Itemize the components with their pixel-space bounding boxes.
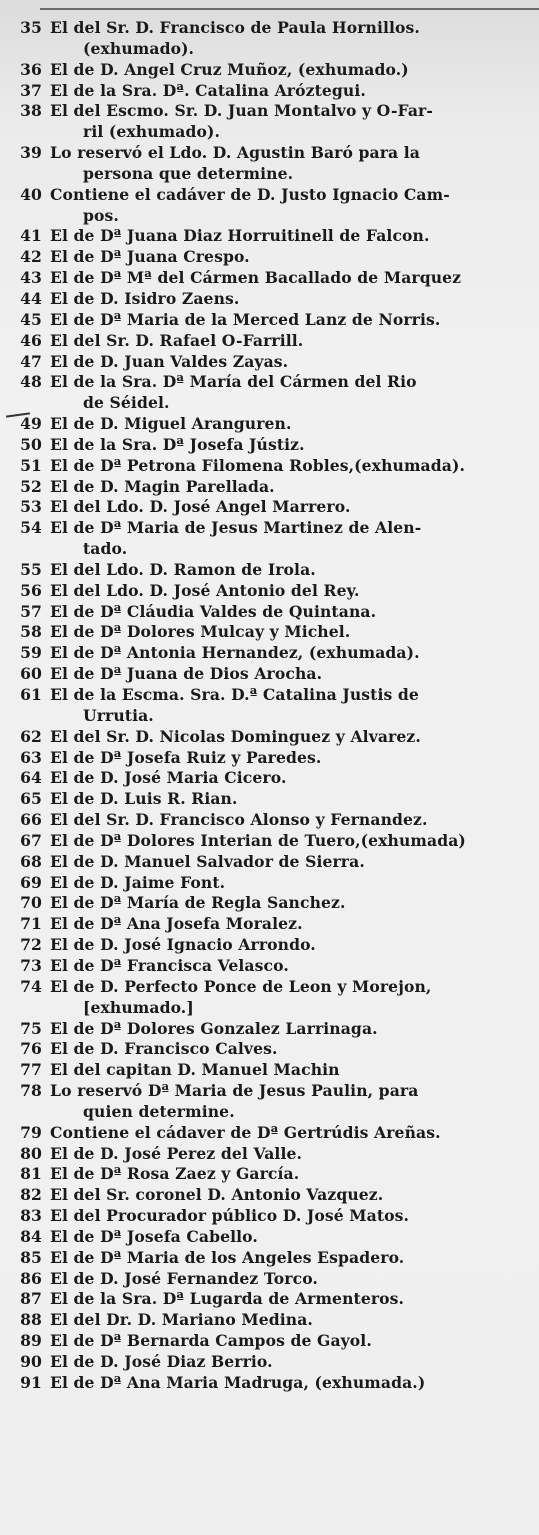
- entry-text: El de Dª Cláudia Valdes de Quintana.: [50, 601, 377, 621]
- entry-text-continuation: ril (exhumado).: [83, 122, 220, 142]
- entry-row: [20, 518, 533, 560]
- entry-number: 75: [20, 1018, 42, 1038]
- entry-number: 36: [20, 59, 42, 79]
- entry-number: 83: [20, 1206, 42, 1226]
- entry-number: 68: [20, 851, 42, 871]
- entry-number: 90: [20, 1352, 42, 1371]
- entry-row: [20, 497, 533, 518]
- entry-text-continuation: pos.: [83, 205, 119, 225]
- entry-row: [20, 935, 533, 956]
- entry-row: [20, 1018, 533, 1040]
- entry-text: El del Procurador público D. José Matos.: [50, 1206, 410, 1226]
- entry-number: 81: [20, 1164, 42, 1184]
- entry-number: 57: [20, 601, 42, 621]
- entry-number: 40: [20, 184, 42, 204]
- entry-text-continuation: (exhumado).: [83, 38, 195, 58]
- entry-text: Contiene el cádaver de Dª Gertrúdis Areñas.: [50, 1122, 441, 1142]
- entry-row: [20, 1226, 533, 1248]
- entry-number: 61: [20, 685, 42, 704]
- entry-row: [20, 893, 533, 914]
- entry-text: El de Dª Antonia Hernandez, (exhumada).: [50, 643, 420, 663]
- entry-number: 42: [20, 247, 42, 267]
- entry-row: [20, 476, 533, 498]
- entry-text: El del Ldo. D. Ramon de Irola.: [50, 559, 316, 579]
- entry-row: [20, 247, 533, 268]
- entry-row: [20, 1185, 533, 1206]
- entry-text: El de D. Luis R. Rian.: [50, 789, 238, 809]
- entry-row: [20, 1331, 533, 1352]
- entry-text: El de Dª Bernarda Campos de Gayol.: [50, 1331, 372, 1351]
- entry-number: 91: [20, 1372, 42, 1392]
- entry-number: 56: [20, 580, 42, 600]
- entry-number: 76: [20, 1039, 42, 1059]
- entry-text: El de Dª Rosa Zaez y García.: [50, 1164, 300, 1184]
- entry-row: [20, 330, 533, 352]
- entry-row: [20, 768, 533, 789]
- entry-number: 64: [20, 768, 42, 788]
- entry-number: 62: [20, 726, 42, 746]
- entry-text: El del Dr. D. Mariano Medina.: [50, 1310, 313, 1330]
- entry-row: [20, 851, 533, 873]
- entry-row: [20, 1310, 533, 1331]
- entry-row: [20, 1247, 533, 1269]
- entry-row: [20, 789, 533, 810]
- entry-text: El de D. Jaime Font.: [50, 872, 226, 892]
- entry-text: El de Dª Maria de Jesus Martinez de Alen-: [50, 518, 422, 538]
- entry-number: 48: [20, 372, 42, 392]
- entry-text: El de Dª Ana Maria Madruga, (exhumada.): [50, 1372, 426, 1392]
- entry-text-continuation: Urrutia.: [83, 705, 154, 725]
- entry-row: [20, 226, 533, 247]
- entry-number: 51: [20, 455, 42, 475]
- entry-row: [20, 976, 533, 1019]
- entry-text: El de Dª Maria de los Angeles Espadero.: [50, 1247, 405, 1267]
- entry-text: El de Dª Ana Josefa Moralez.: [50, 914, 303, 934]
- entry-number: 67: [20, 830, 42, 850]
- entry-row: [20, 685, 533, 727]
- entry-text: El de la Sra. Dª. Catalina Aróztegui.: [50, 80, 366, 100]
- entry-row: [20, 1289, 533, 1310]
- entry-row: [20, 1143, 533, 1165]
- entry-number: 38: [20, 101, 42, 121]
- entry-text: El de D. José Maria Cicero.: [50, 768, 287, 788]
- entry-text: El de D. Angel Cruz Muñoz, (exhumado.): [50, 59, 409, 79]
- entry-text: Lo reservó Dª Maria de Jesus Paulin, para: [50, 1081, 419, 1101]
- entry-number: 80: [20, 1143, 42, 1163]
- entry-row: [20, 914, 533, 935]
- entry-text: El del Sr. D. Rafael O-Farrill.: [50, 330, 304, 350]
- entry-text: El de la Sra. Dª Josefa Jústiz.: [50, 434, 305, 454]
- top-rule: [40, 8, 539, 10]
- entry-text: El de Dª Juana Diaz Horruitinell de Falcon.: [50, 226, 430, 246]
- entry-number: 82: [20, 1185, 42, 1205]
- entry-number: 66: [20, 810, 42, 830]
- entry-text: El de D. José Diaz Berrio.: [50, 1352, 273, 1371]
- entry-text: El de Dª Francisca Velasco.: [50, 955, 289, 975]
- entry-row: [20, 1268, 533, 1290]
- entry-row: [20, 414, 533, 435]
- entry-number: 89: [20, 1331, 42, 1351]
- entry-text: El de Dª María de Regla Sanchez.: [50, 893, 346, 913]
- entry-number: 45: [20, 309, 42, 329]
- entry-text: El de D. Juan Valdes Zayas.: [50, 351, 289, 371]
- entry-row: [20, 434, 533, 456]
- entry-number: 39: [20, 143, 42, 163]
- entry-text: El de Dª Josefa Ruiz y Paredes.: [50, 747, 322, 767]
- entry-text: Lo reservó el Ldo. D. Agustin Baró para la: [50, 143, 421, 163]
- entry-row: [20, 830, 533, 852]
- entry-number: 85: [20, 1247, 42, 1267]
- entry-row: [20, 372, 533, 414]
- entry-row: [20, 1122, 533, 1144]
- entry-row: [20, 601, 533, 623]
- entry-text: El de D. José Perez del Valle.: [50, 1143, 303, 1163]
- entry-row: [20, 18, 533, 60]
- entry-text: El del Escmo. Sr. D. Juan Montalvo y O-Far-: [50, 101, 433, 121]
- entry-list: [20, 18, 533, 1394]
- entry-number: 59: [20, 643, 42, 663]
- entry-text: El de Dª Juana Crespo.: [50, 247, 250, 267]
- entry-row: [20, 643, 533, 664]
- entry-text: El de Dª Petrona Filomena Robles,(exhumada).: [50, 455, 465, 475]
- entry-text: El de Dª Josefa Cabello.: [50, 1226, 258, 1246]
- entry-text: El del Sr. coronel D. Antonio Vazquez.: [50, 1185, 384, 1205]
- entry-number: 47: [20, 351, 42, 371]
- entry-row: [20, 1372, 533, 1394]
- entry-text-continuation: [exhumado.]: [83, 997, 194, 1017]
- entry-number: 37: [20, 80, 42, 100]
- entry-text: El del Ldo. D. José Angel Marrero.: [50, 497, 351, 517]
- entry-row: [20, 955, 533, 977]
- entry-text: El del capitan D. Manuel Machin: [50, 1060, 340, 1080]
- entry-number: 79: [20, 1122, 42, 1142]
- entry-number: 72: [20, 935, 42, 955]
- entry-row: [20, 872, 533, 894]
- entry-row: [20, 309, 533, 331]
- entry-row: [20, 1060, 533, 1081]
- entry-row: [20, 1352, 533, 1373]
- entry-text: El de la Sra. Dª María del Cármen del Rio: [50, 372, 417, 392]
- entry-number: 84: [20, 1226, 42, 1246]
- entry-number: 52: [20, 476, 42, 496]
- entry-row: [20, 1164, 533, 1185]
- entry-row: [20, 664, 533, 685]
- entry-text-continuation: persona que determine.: [83, 163, 294, 183]
- entry-number: 55: [20, 559, 42, 579]
- entry-text: El de D. Isidro Zaens.: [50, 288, 240, 308]
- entry-text: El de D. José Fernandez Torco.: [50, 1268, 318, 1288]
- entry-number: 87: [20, 1289, 42, 1309]
- entry-text: El de la Sra. Dª Lugarda de Armenteros.: [50, 1289, 405, 1309]
- entry-text: El de D. Francisco Calves.: [50, 1039, 278, 1059]
- entry-row: [20, 288, 533, 310]
- entry-row: [20, 1039, 533, 1060]
- entry-number: 88: [20, 1310, 42, 1330]
- entry-text: El de Dª Dolores Interian de Tuero,(exhumada): [50, 830, 466, 850]
- entry-text-continuation: tado.: [83, 539, 128, 559]
- entry-text: El de Dª Maria de la Merced Lanz de Norris.: [50, 309, 441, 329]
- entry-number: 58: [20, 622, 42, 642]
- entry-text: El del Sr. D. Francisco de Paula Hornillos.: [50, 18, 420, 37]
- entry-number: 65: [20, 789, 42, 809]
- entry-number: 46: [20, 330, 42, 350]
- entry-row: [20, 810, 533, 831]
- entry-text: El de Dª Dolores Gonzalez Larrinaga.: [50, 1018, 378, 1038]
- entry-text-continuation: quien determine.: [83, 1101, 235, 1121]
- entry-row: [20, 59, 533, 81]
- entry-text: El de D. Miguel Aranguren.: [50, 414, 292, 434]
- entry-number: 86: [20, 1268, 42, 1288]
- entry-text: El del Sr. D. Francisco Alonso y Fernandez.: [50, 810, 428, 830]
- entry-number: 69: [20, 872, 42, 892]
- entry-text: El del Ldo. D. José Antonio del Rey.: [50, 580, 360, 600]
- entry-number: 41: [20, 226, 42, 246]
- entry-row: [20, 268, 533, 289]
- entry-number: 70: [20, 893, 42, 913]
- entry-text: El de Dª Mª del Cármen Bacallado de Marquez: [50, 268, 462, 288]
- entry-row: [20, 80, 533, 102]
- entry-number: 49: [20, 414, 42, 434]
- entry-number: 63: [20, 747, 42, 767]
- entry-row: [20, 559, 533, 581]
- entry-number: 77: [20, 1060, 42, 1080]
- entry-number: 73: [20, 955, 42, 975]
- entry-number: 54: [20, 518, 42, 538]
- entry-number: 74: [20, 976, 42, 996]
- entry-row: [20, 622, 533, 643]
- entry-number: 71: [20, 914, 42, 934]
- entry-text: El de Dª Dolores Mulcay y Michel.: [50, 622, 351, 642]
- entry-text: Contiene el cadáver de D. Justo Ignacio Cam-: [50, 184, 450, 204]
- entry-text: El de la Escma. Sra. D.ª Catalina Justis de: [50, 685, 419, 704]
- entry-row: [20, 726, 533, 748]
- entry-number: 78: [20, 1081, 42, 1101]
- entry-number: 44: [20, 288, 42, 308]
- entry-number: 43: [20, 268, 42, 288]
- entry-number: 60: [20, 664, 42, 684]
- entry-row: [20, 351, 533, 373]
- entry-text: El de D. José Ignacio Arrondo.: [50, 935, 316, 955]
- entry-row: [20, 101, 533, 143]
- entry-row: [20, 143, 533, 185]
- entry-text: El de D. Perfecto Ponce de Leon y Morejon,: [50, 976, 432, 996]
- entry-row: [20, 184, 533, 227]
- entry-number: 50: [20, 434, 42, 454]
- entry-text: El de D. Manuel Salvador de Sierra.: [50, 851, 365, 871]
- entry-row: [20, 1206, 533, 1227]
- entry-row: [20, 747, 533, 769]
- entry-row: [20, 580, 533, 602]
- entry-row: [20, 455, 533, 477]
- entry-row: [20, 1081, 533, 1123]
- entry-text: El de D. Magin Parellada.: [50, 476, 275, 496]
- entry-text-continuation: de Séidel.: [83, 393, 170, 413]
- entry-text: El de Dª Juana de Dios Arocha.: [50, 664, 323, 684]
- entry-number: 53: [20, 497, 42, 517]
- entry-number: 35: [20, 18, 42, 37]
- entry-text: El del Sr. D. Nicolas Dominguez y Alvarez.: [50, 726, 421, 746]
